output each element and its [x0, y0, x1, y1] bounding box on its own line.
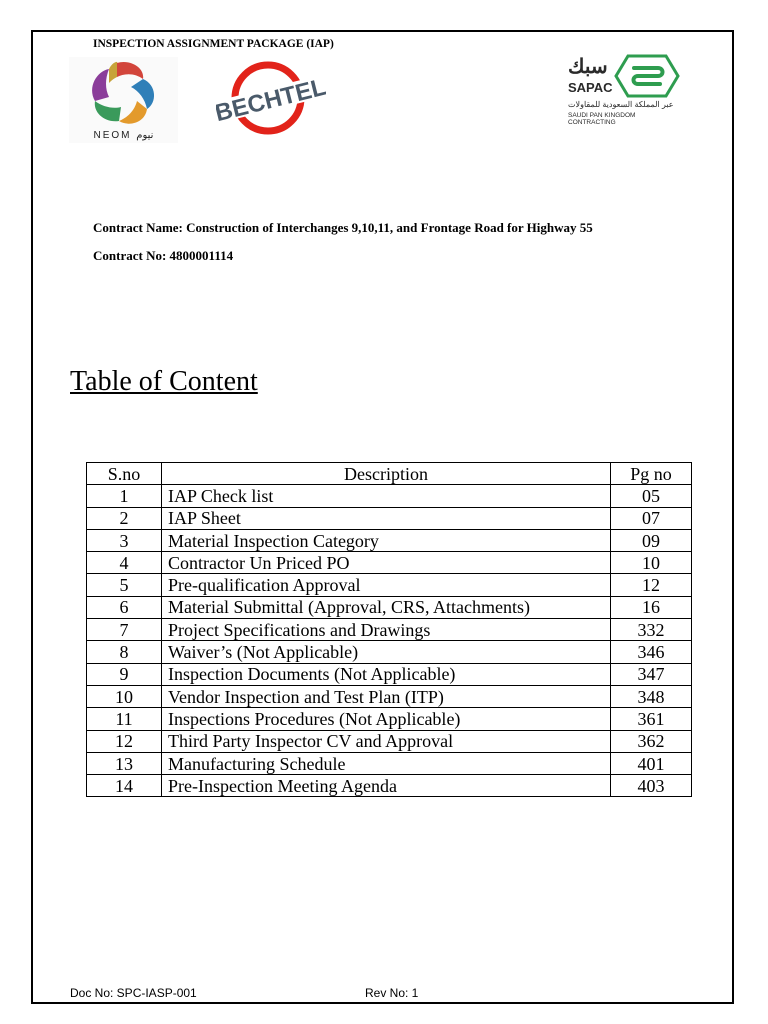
toc-row-description: Contractor Un Priced PO — [162, 552, 611, 574]
sapac-arabic-line: عبر المملكة السعودية للمقاولات — [568, 100, 674, 109]
toc-row-page: 346 — [611, 641, 692, 663]
toc-row-page: 332 — [611, 619, 692, 641]
bechtel-logo-text: BECHTEL — [216, 73, 326, 128]
sapac-logo — [566, 54, 682, 130]
toc-row-description: Project Specifications and Drawings — [162, 619, 611, 641]
table-row — [87, 663, 692, 685]
table-row — [87, 574, 692, 596]
toc-row-sno: 6 — [87, 596, 162, 618]
toc-header-page: Pg no — [611, 463, 692, 485]
document-header-title: INSPECTION ASSIGNMENT PACKAGE (IAP) — [93, 38, 334, 50]
toc-row-sno: 12 — [87, 730, 162, 752]
table-row — [87, 507, 692, 529]
toc-header-sno: S.no — [87, 463, 162, 485]
sapac-logo-icon — [614, 54, 680, 98]
bechtel-logo-icon — [216, 58, 326, 138]
toc-table — [86, 462, 692, 797]
table-row — [87, 685, 692, 707]
toc-row-sno: 4 — [87, 552, 162, 574]
table-row — [87, 529, 692, 551]
toc-row-sno: 11 — [87, 708, 162, 730]
table-row — [87, 730, 692, 752]
sapac-name: SAPAC — [568, 80, 613, 95]
toc-row-sno: 13 — [87, 752, 162, 774]
contract-name: Contract Name: Construction of Interchanges 9,10,11, and Frontage Road for Highway 55 — [93, 220, 593, 235]
toc-row-page: 362 — [611, 730, 692, 752]
toc-row-sno: 1 — [87, 485, 162, 507]
toc-row-description: IAP Check list — [162, 485, 611, 507]
toc-row-sno: 5 — [87, 574, 162, 596]
toc-row-sno: 14 — [87, 775, 162, 797]
toc-header-description: Description — [162, 463, 611, 485]
toc-title: Table of Content — [70, 366, 258, 397]
sapac-arabic-title: سبك — [568, 56, 608, 78]
toc-row-description: Third Party Inspector CV and Approval — [162, 730, 611, 752]
toc-row-page: 347 — [611, 663, 692, 685]
table-row — [87, 619, 692, 641]
toc-row-description: Pre-Inspection Meeting Agenda — [162, 775, 611, 797]
toc-row-sno: 9 — [87, 663, 162, 685]
toc-row-page: 10 — [611, 552, 692, 574]
table-row — [87, 596, 692, 618]
neom-logo — [69, 57, 178, 143]
toc-row-description: Material Inspection Category — [162, 529, 611, 551]
contract-number: Contract No: 4800001114 — [93, 248, 234, 263]
footer-revision: Rev No: 1 — [365, 986, 419, 1000]
toc-row-description: Manufacturing Schedule — [162, 752, 611, 774]
bechtel-logo — [216, 58, 326, 138]
toc-row-sno: 10 — [87, 685, 162, 707]
toc-row-sno: 2 — [87, 507, 162, 529]
table-row — [87, 752, 692, 774]
toc-row-sno: 7 — [87, 619, 162, 641]
toc-header-row — [87, 463, 692, 485]
toc-row-description: Pre-qualification Approval — [162, 574, 611, 596]
toc-row-page: 16 — [611, 596, 692, 618]
table-row — [87, 485, 692, 507]
toc-row-page: 401 — [611, 752, 692, 774]
toc-row-description: IAP Sheet — [162, 507, 611, 529]
toc-row-page: 403 — [611, 775, 692, 797]
toc-row-description: Waiver’s (Not Applicable) — [162, 641, 611, 663]
toc-row-page: 07 — [611, 507, 692, 529]
sapac-english-line: SAUDI PAN KINGDOM CONTRACTING — [568, 112, 636, 126]
table-row — [87, 708, 692, 730]
toc-row-sno: 3 — [87, 529, 162, 551]
toc-row-description: Inspections Procedures (Not Applicable) — [162, 708, 611, 730]
toc-row-description: Material Submittal (Approval, CRS, Attachments) — [162, 596, 611, 618]
toc-row-page: 05 — [611, 485, 692, 507]
neom-logo-caption: NEOM نيوم — [93, 130, 154, 141]
toc-row-description: Vendor Inspection and Test Plan (ITP) — [162, 685, 611, 707]
toc-row-page: 12 — [611, 574, 692, 596]
toc-row-page: 348 — [611, 685, 692, 707]
toc-row-page: 361 — [611, 708, 692, 730]
toc-row-page: 09 — [611, 529, 692, 551]
toc-row-sno: 8 — [87, 641, 162, 663]
table-row — [87, 552, 692, 574]
neom-logo-icon — [69, 57, 178, 127]
toc-row-description: Inspection Documents (Not Applicable) — [162, 663, 611, 685]
table-row — [87, 775, 692, 797]
table-row — [87, 641, 692, 663]
footer-doc-number: Doc No: SPC-IASP-001 — [70, 986, 197, 1000]
